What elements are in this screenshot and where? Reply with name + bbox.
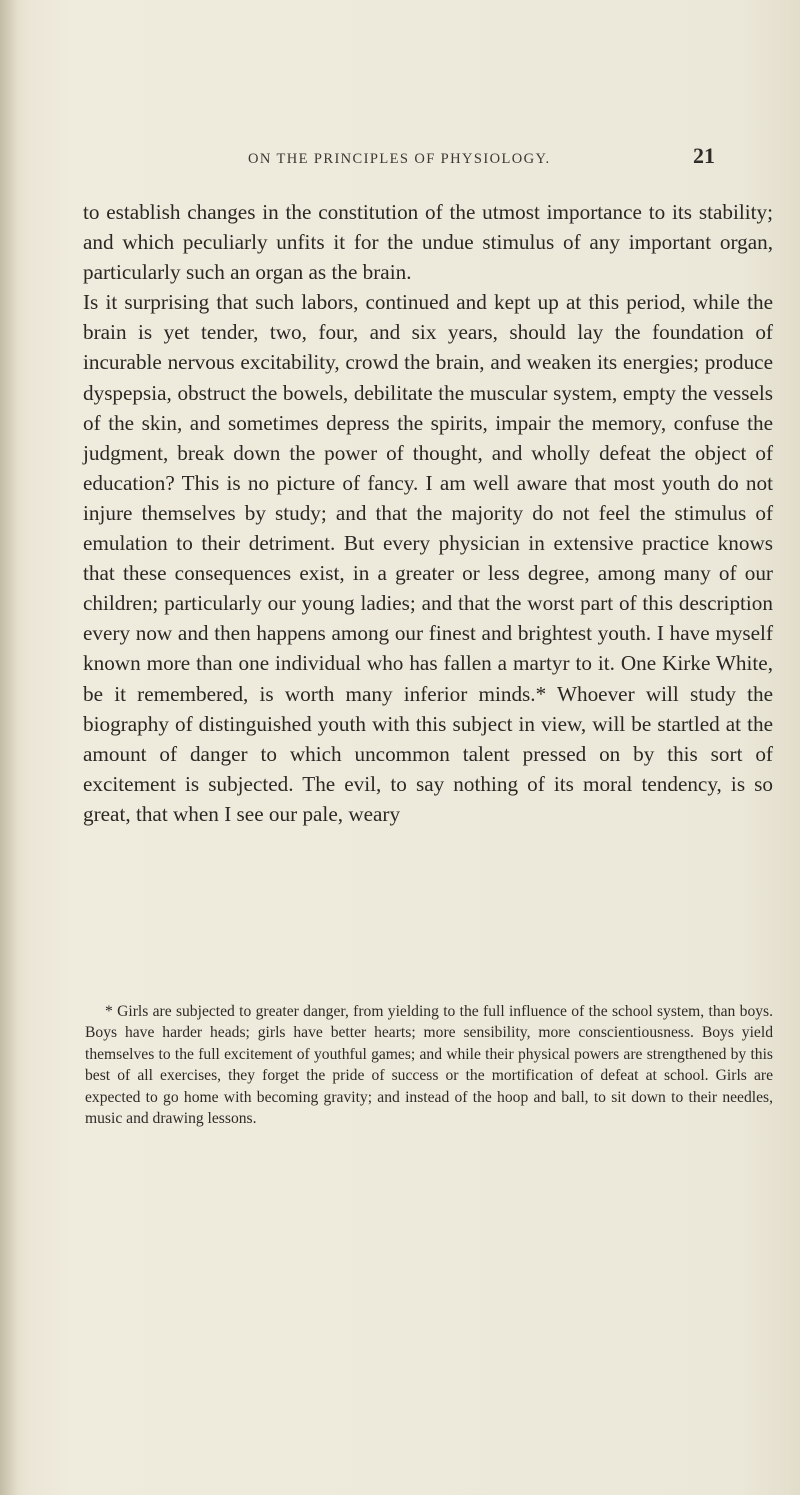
gutter-shadow xyxy=(0,0,18,1495)
paragraph: Is it surprising that such labors, continued and kept up at this period, while the brain is yet tender, two, four, and six years, should lay the foundation of incurable nervous excitability, crowd the brain, and weaken its energies; produce dyspepsia, obstruct the bowels, debilitate the muscular system, empty the vessels of the skin, and sometimes depress the spirits, impair the memory, confuse the judgment, break down the power of thought, and wholly defeat the object of education? This is no picture of fancy. I am well aware that most youth do not injure themselves by study; and that the majority do not feel the stimulus of emulation to their detriment. But every physician in extensive practice knows that these consequences exist, in a greater or less degree, among many of our children; particularly our young ladies; and that the worst part of this description every now and then happens among our finest and brightest youth. I have myself known more than one individual who has fallen a martyr to it. One Kirke White, be it remembered, is worth many inferior minds.* Whoever will study the biography of distinguished youth with this subject in view, will be startled at the amount of danger to which uncommon talent pressed on by this sort of excitement is subjected. The evil, to say nothing of its moral tendency, is so great, that when I see our pale, weary xyxy=(83,290,773,826)
page-number: 21 xyxy=(693,143,715,168)
paragraph-continuation: to establish changes in the constitution of the utmost importance to its stability; and which peculiarly unfits it for the undue stimulus of any important organ, particularly such an organ as the brain. xyxy=(83,200,773,285)
main-text xyxy=(83,197,773,829)
footnote-text: * Girls are subjected to greater danger, from yielding to the full influence of the school system, than boys. Boys have harder heads; girls have better hearts; more sensibility, more conscientiousness. Boys yield themselves to the full excitement of youthful games; and while their physical powers are strengthened by this best of all exercises, they forget the pride of success or the mortification of defeat at school. Girls are expected to go home with becoming gravity; and instead of the hoop and ball, to sit down to their needles, music and drawing lessons. xyxy=(85,1003,773,1128)
footnote xyxy=(85,1001,773,1129)
running-title: ON THE PRINCIPLES OF PHYSIOLOGY. xyxy=(248,151,551,167)
